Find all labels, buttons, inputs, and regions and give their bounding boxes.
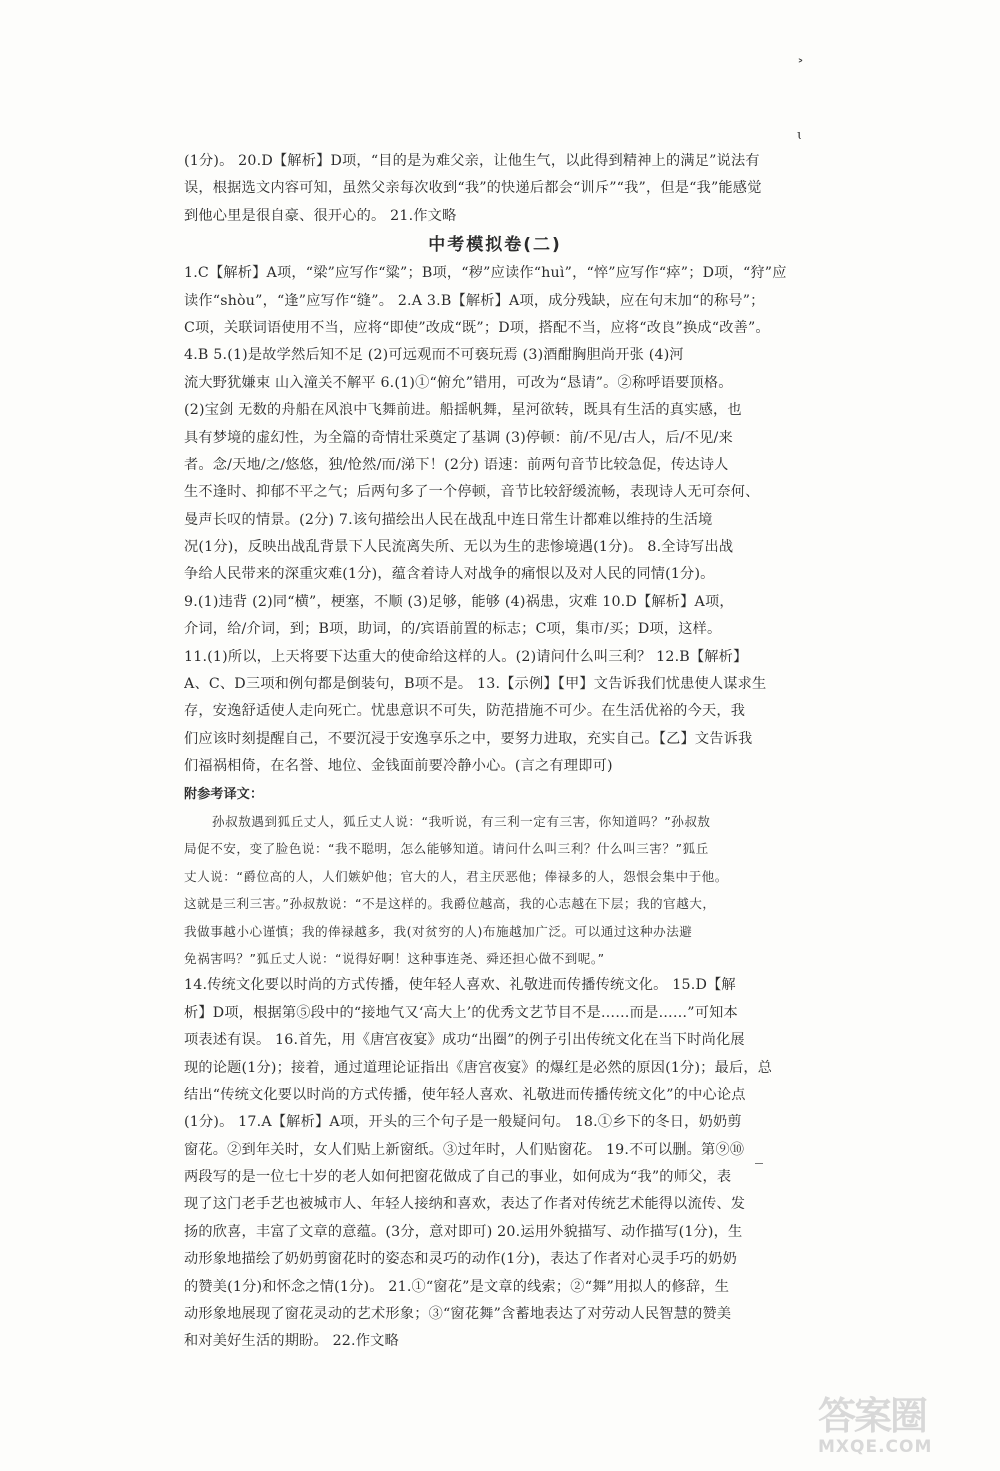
text-line: 们福祸相倚，在名誉、地位、金钱面前要冷静小心。(言之有理即可) bbox=[184, 758, 613, 775]
text-line: 流大野犹嫌束 山入潼关不解平 6.(1)①“俯允”错用，可改为“恳请”。②称呼语要顶格。 bbox=[184, 374, 733, 391]
text-line: (2)宝剑 无数的舟船在风浪中飞舞前进。船揺帆舞，星河欲转，既具有生活的真实感，也 bbox=[184, 402, 742, 419]
scan-mark-top: ˃ bbox=[797, 58, 804, 74]
watermark-logo: 答案圈 bbox=[818, 1394, 927, 1438]
text-line: 读作“shòu”，“逢”应写作“缝”。 2.A 3.B【解析】A项，成分残缺，应在句末加“的称号”； bbox=[184, 292, 765, 309]
translation-line: 这就是三利三害。”孙叔敖说：“不是这样的。我爵位越高，我的心志越在下层；我的官越大， bbox=[184, 896, 716, 912]
text-line: 到他心里是很自豪、很开心的。 21.作文略 bbox=[184, 207, 457, 224]
text-line: 存，安逸舒适使人走向死亡。忧患意识不可失，防范措施不可少。在生活优裕的今天，我 bbox=[184, 703, 746, 720]
scan-mark-second: ɩ bbox=[797, 128, 803, 143]
text-line: 现了这门老手艺也被城市人、年轻人接纳和喜欢，表达了作者对传统艺术能得以流传、发 bbox=[184, 1196, 746, 1213]
answer-content bbox=[184, 148, 806, 1356]
text-line: 争给人民带来的深重灾难(1分)，蕴含着诗人对战争的痛恨以及对人民的同情(1分)。 bbox=[184, 566, 715, 583]
translation-line: 丈人说：“爵位高的人，人们嫉妒他；官大的人，君主厌恶他；俸禄多的人，怨恨会集中于他。 bbox=[184, 868, 728, 884]
text-line: (1分)。 20.D【解析】D项，“目的是为难父亲，让他生气，以此得到精神上的满足”说法有 bbox=[184, 153, 760, 169]
text-line: 们应该时刻提醒自己，不要沉浸于安逸享乐之中，要努力进取，充实自己。【乙】文告诉我 bbox=[184, 730, 753, 747]
text-line: 况(1分)，反映出战乱背景下人民流离失所、无以为生的悲惨境遇(1分)。 8.全诗写出战 bbox=[184, 539, 734, 556]
text-line: 窗花。②到年关时，女人们贴上新窗纸。③过年时，人们贴窗花。 19.不可以删。第⑨⑩ bbox=[184, 1141, 745, 1158]
text-line: 两段写的是一位七十岁的老人如何把窗花做成了自己的事业，如何成为“我”的师父，表 bbox=[184, 1169, 732, 1186]
text-line: 者。念/天地/之/悠悠，独/怆然/而/涕下！(2分) 语速：前两句音节比较急促，传达诗人 bbox=[184, 456, 729, 473]
text-line: 具有梦境的虚幻性，为全篇的奇情壮采奠定了基调 (3)停顿：前/不见/古人，后/不见/来 bbox=[184, 429, 733, 446]
translation-line: 局促不安，变了脸色说：“我不聪明，怎么能够知道。请问什么叫三利？什么叫三害？”狐丘 bbox=[184, 841, 709, 857]
translation-line: 我做事越小心谨慎；我的俸禄越多，我(对贫穷的人)布施越加广泛。可以通过这种办法避 bbox=[184, 923, 693, 939]
text-line: 1.C【解析】A项，“梁”应写作“粱”；B项，“秽”应读作“huì”，“悴”应写作“瘁”；D项，“狩”应 bbox=[184, 265, 787, 282]
answers-part-one bbox=[184, 260, 806, 780]
text-line: 结出“传统文化要以时尚的方式传播，使年轻人喜欢、礼敬进而传播传统文化”的中心论点 bbox=[184, 1086, 746, 1103]
text-line: (1分)。 17.A【解析】A项，开头的三个句子是一般疑问句。 18.①乡下的冬日，奶奶剪 bbox=[184, 1114, 742, 1131]
translation-line: 免祸害吗？”狐丘丈人说：“说得好啊！这种事连尧、舜还担心做不到呢。” bbox=[184, 950, 605, 966]
previous-answers-block bbox=[184, 148, 806, 230]
text-line: 误，根据选文内容可知，虽然父亲每次收到“我”的快递后都会“训斥”“我”，但是“我”能感觉 bbox=[184, 180, 762, 197]
translation-line: 孙叔敖遇到狐丘丈人，狐丘丈人说：“我听说，有三利一定有三害，你知道吗？”孙叔敖 bbox=[212, 813, 711, 829]
text-line: 的赞美(1分)和怀念之情(1分)。 21.①“窗花”是文章的线索；②“舞”用拟人的修辞，生 bbox=[184, 1278, 730, 1295]
text-line: 项表述有误。 16.首先，用《唐宫夜宴》成功“出圈”的例子引出传统文化在当下时尚化展 bbox=[184, 1032, 745, 1049]
text-line: 和对美好生活的期盼。 22.作文略 bbox=[184, 1333, 399, 1350]
text-line: 介词，给/介词，到；B项，助词，的/宾语前置的标志；C项，集市/买；D项，这样。 bbox=[184, 621, 722, 638]
text-line: 曼声长叹的情景。(2分) 7.该句描绘出人民在战乱中连日常生计都难以维持的生活境 bbox=[184, 511, 713, 528]
text-line: C项，关联词语使用不当，应将“即使”改成“既”；D项，搭配不当，应将“改良”换成“改善”。 bbox=[184, 319, 770, 336]
answers-part-two bbox=[184, 972, 806, 1355]
site-watermark bbox=[818, 1396, 968, 1464]
text-line: 11.(1)所以，上天将要下达重大的使命给这样的人。(2)请问什么叫三利？ 12.B【解析】 bbox=[184, 648, 748, 665]
text-line: 析】D项，根据第⑤段中的“接地气又‘高大上’的优秀文艺节目不是……而是……”可知本 bbox=[184, 1004, 738, 1021]
reference-translation bbox=[184, 808, 806, 972]
watermark-url: MXQE.COM bbox=[818, 1437, 933, 1457]
text-line: 扬的欣喜，丰富了文章的意蕴。(3分，意对即可) 20.运用外貌描写、动作描写(1分)，生 bbox=[184, 1223, 743, 1240]
text-line: A、C、D三项和例句都是倒装句，B项不是。 13.【示例】【甲】文告诉我们忧患使人谋求生 bbox=[184, 676, 767, 693]
text-line: 动形象地展现了窗花灵动的艺术形象；③“窗花舞”含蓄地表达了对劳动人民智慧的赞美 bbox=[184, 1306, 732, 1323]
section-title: 中考模拟卷(二) bbox=[428, 235, 562, 256]
text-line: 动形象地描绘了奶奶剪窗花时的姿态和灵巧的动作(1分)，表达了作者对心灵手巧的奶奶 bbox=[184, 1251, 738, 1268]
text-line: 14.传统文化要以时尚的方式传播，使年轻人喜欢、礼敬进而传播传统文化。 15.D【解 bbox=[184, 977, 736, 994]
text-line: 生不逢时、抑郁不平之气；后两句多了一个停顿，音节比较舒缓流畅，表现诗人无可奈何、 bbox=[184, 484, 760, 501]
translation-heading: 附参考译文： bbox=[184, 786, 264, 802]
text-line: 现的论题(1分)；接着，通过道理论证指出《唐宫夜宴》的爆红是必然的原因(1分)；最后，总 bbox=[184, 1059, 773, 1076]
text-line: 4.B 5.(1)是故学然后知不足 (2)可远观而不可亵玩焉 (3)酒酣胸胆尚开张 (4)河 bbox=[184, 347, 684, 364]
text-line: 9.(1)违背 (2)同“横”，梗塞，不顺 (3)足够，能够 (4)祸患，灾难 10.D【解析】A项， bbox=[184, 593, 734, 610]
